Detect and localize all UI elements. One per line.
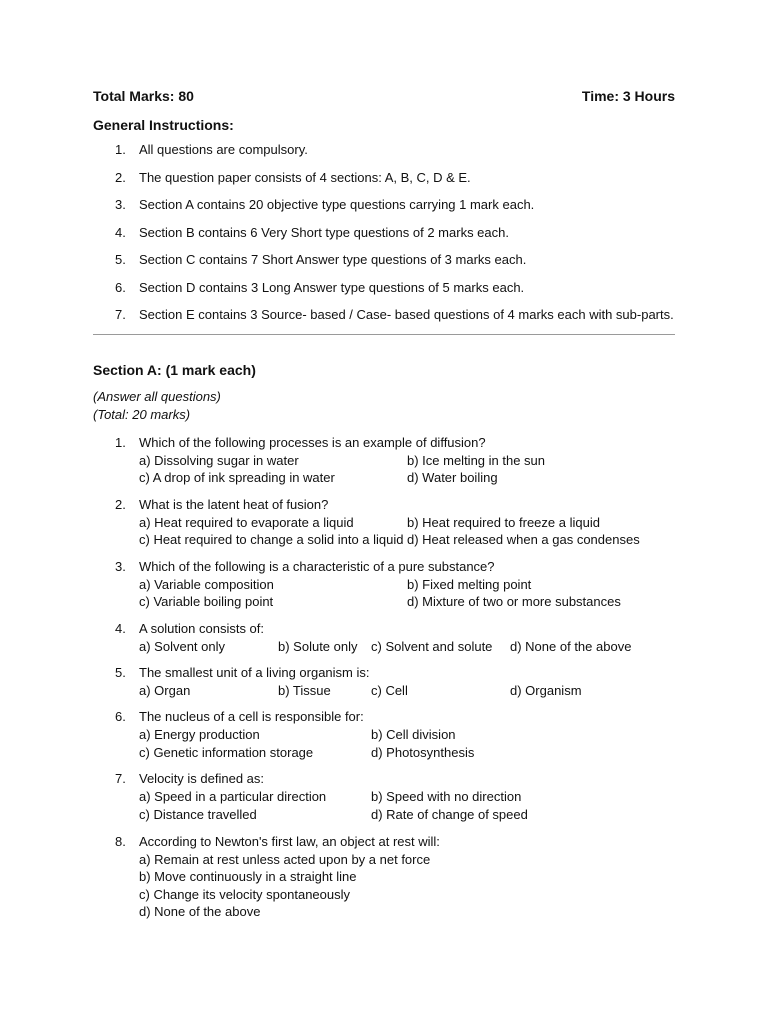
section-a-total: (Total: 20 marks) — [93, 406, 191, 422]
option: d) Organism — [510, 683, 582, 699]
option: a) Organ — [139, 683, 191, 699]
question — [93, 620, 675, 656]
option: b) Move continuously in a straight line — [139, 869, 357, 885]
question-list — [93, 434, 675, 921]
question-number: 3. — [115, 558, 126, 574]
instruction-text: The question paper consists of 4 sections: A, B, C, D & E. — [139, 169, 471, 185]
question-text: Which of the following is a characteristic of a pure substance? — [139, 558, 495, 574]
question — [93, 770, 675, 824]
instruction-item — [93, 169, 675, 186]
option: a) Dissolving sugar in water — [139, 452, 299, 468]
option: b) Ice melting in the sun — [407, 452, 546, 468]
paper-header — [93, 86, 675, 106]
instruction-text: Section A contains 20 objective type questions carrying 1 mark each. — [139, 197, 535, 212]
instruction-text: Section E contains 3 Source- based / Case- based questions of 4 marks each with sub-parts. — [139, 307, 674, 322]
option: c) Distance travelled — [139, 807, 257, 823]
question-text: According to Newton's first law, an object at rest will: — [139, 833, 440, 849]
option: b) Tissue — [278, 683, 331, 699]
option: d) None of the above — [510, 638, 632, 654]
instruction-number: 4. — [115, 224, 126, 240]
option: a) Energy production — [139, 727, 260, 743]
instruction-number: 6. — [115, 279, 126, 295]
option: c) Change its velocity spontaneously — [139, 886, 351, 902]
question-text: The nucleus of a cell is responsible for: — [139, 709, 364, 725]
option: d) Heat released when a gas condenses — [407, 532, 640, 548]
instruction-text: Section D contains 3 Long Answer type questions of 5 marks each. — [139, 279, 525, 295]
instruction-item — [93, 306, 675, 323]
option: c) Solvent and solute — [371, 638, 493, 654]
option: a) Variable composition — [139, 576, 274, 592]
instructions-list — [93, 141, 675, 323]
option: b) Fixed melting point — [407, 576, 532, 592]
question-number: 2. — [115, 496, 126, 512]
option: c) Cell — [371, 683, 408, 699]
instruction-number: 1. — [115, 142, 126, 157]
option: c) Heat required to change a solid into a liquid — [139, 532, 404, 548]
question — [93, 833, 675, 921]
instruction-text: All questions are compulsory. — [139, 142, 308, 157]
question-text: A solution consists of: — [139, 620, 265, 636]
option: a) Heat required to evaporate a liquid — [139, 514, 354, 530]
option: a) Remain at rest unless acted upon by a net force — [139, 851, 431, 867]
question-text: Which of the following processes is an example of diffusion? — [139, 434, 486, 450]
option: a) Solvent only — [139, 638, 225, 654]
instruction-item — [93, 224, 675, 241]
instruction-number: 7. — [115, 307, 126, 322]
question-number: 7. — [115, 771, 126, 787]
option: d) Rate of change of speed — [371, 807, 528, 823]
general-instructions-title: General Instructions: — [93, 117, 234, 133]
question-number: 1. — [115, 434, 126, 450]
option: d) Photosynthesis — [371, 745, 475, 761]
question — [93, 708, 675, 762]
instruction-item — [93, 141, 675, 158]
option: c) Genetic information storage — [139, 745, 314, 761]
question-number: 6. — [115, 709, 126, 725]
option: d) None of the above — [139, 904, 261, 920]
instruction-item — [93, 251, 675, 268]
instruction-number: 2. — [115, 169, 126, 185]
section-a-title: Section A: (1 mark each) — [93, 361, 256, 378]
total-marks: Total Marks: 80 — [93, 88, 194, 104]
question — [93, 434, 675, 488]
question-text: The smallest unit of a living organism is: — [139, 665, 370, 681]
question-number: 4. — [115, 620, 126, 636]
option: a) Speed in a particular direction — [139, 789, 327, 805]
question — [93, 558, 675, 612]
question-number: 8. — [115, 833, 126, 849]
question — [93, 496, 675, 550]
instruction-number: 5. — [115, 252, 126, 267]
section-divider — [93, 334, 675, 335]
question — [93, 664, 675, 700]
question-number: 5. — [115, 665, 126, 681]
instruction-item — [93, 279, 675, 296]
option: d) Mixture of two or more substances — [407, 594, 621, 610]
option: d) Water boiling — [407, 470, 498, 486]
option: b) Cell division — [371, 727, 456, 743]
instruction-item — [93, 196, 675, 213]
time-allowed: Time: 3 Hours — [581, 88, 675, 104]
option: b) Solute only — [278, 638, 358, 654]
instruction-number: 3. — [115, 197, 126, 212]
option: b) Heat required to freeze a liquid — [407, 514, 600, 530]
option: c) A drop of ink spreading in water — [139, 470, 335, 486]
section-a-note: (Answer all questions) — [93, 388, 221, 404]
option: c) Variable boiling point — [139, 594, 274, 610]
instruction-text: Section B contains 6 Very Short type questions of 2 marks each. — [139, 224, 509, 240]
instruction-text: Section C contains 7 Short Answer type questions of 3 marks each. — [139, 252, 527, 267]
option: b) Speed with no direction — [371, 789, 522, 805]
question-text: What is the latent heat of fusion? — [139, 496, 329, 512]
question-paper — [93, 86, 675, 929]
question-text: Velocity is defined as: — [139, 771, 265, 787]
